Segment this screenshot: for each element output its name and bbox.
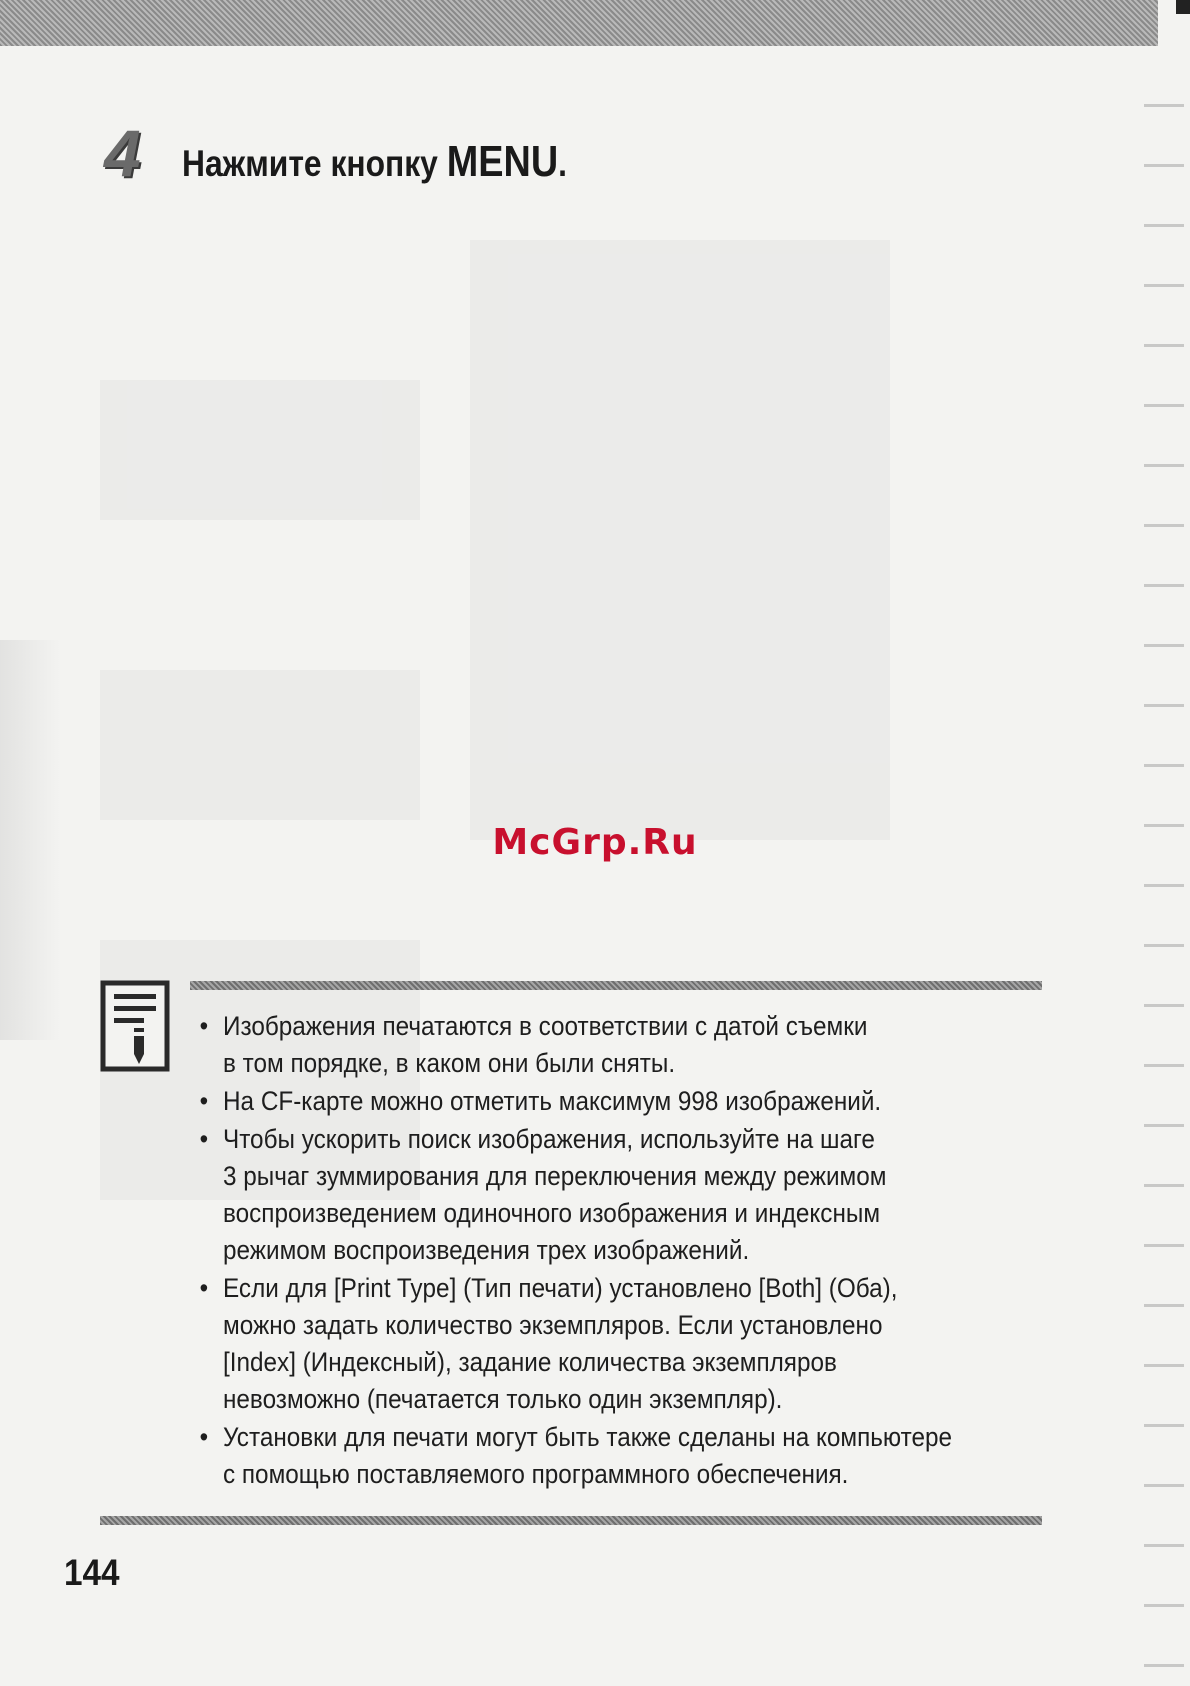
note-line: с помощью поставляемого программного обеспечения.	[223, 1459, 849, 1489]
bullet-icon: •	[199, 1086, 209, 1116]
step-heading-text: Нажмите кнопку	[182, 143, 447, 184]
scan-top-band	[0, 0, 1158, 46]
note-line: невозможно (печатается только один экземпляр).	[223, 1384, 783, 1414]
note-top-rule	[190, 981, 1042, 990]
step-number: 4	[104, 116, 139, 190]
note-line: Если для [Print Type] (Тип печати) установлено [Both] (Оба),	[223, 1273, 898, 1303]
note-line: режимом воспроизведения трех изображений.	[223, 1235, 750, 1265]
note-item	[196, 1121, 1060, 1269]
note-item	[196, 1083, 1060, 1120]
bullet-icon: •	[199, 1422, 209, 1452]
note-line: в том порядке, в каком они были сняты.	[223, 1048, 676, 1078]
note-line: можно задать количество экземпляров. Если установлено	[223, 1310, 883, 1340]
watermark: McGrp.Ru	[492, 822, 698, 863]
note-line: На CF-карте можно отметить максимум 998 изображений.	[223, 1086, 882, 1116]
step-heading	[182, 138, 567, 186]
note-line: [Index] (Индексный), задание количества экземпляров	[223, 1347, 837, 1377]
notes-list	[196, 1008, 1046, 1494]
scan-corner-mark	[1176, 0, 1190, 14]
note-line: воспроизведением одиночного изображения и индексным	[223, 1198, 881, 1228]
page-number: 144	[64, 1552, 120, 1593]
menu-key-label: MENU	[446, 137, 559, 186]
bullet-icon: •	[199, 1011, 209, 1041]
note-line: Установки для печати могут быть также сделаны на компьютере	[223, 1422, 953, 1452]
note-line: Чтобы ускорить поиск изображения, используйте на шаге	[223, 1124, 875, 1154]
note-line: Изображения печатаются в соответствии с датой съемки	[223, 1011, 868, 1041]
bullet-icon: •	[199, 1273, 209, 1303]
note-bottom-rule	[100, 1516, 1042, 1525]
note-item	[196, 1419, 1060, 1493]
step-heading-end: .	[558, 143, 567, 184]
note-item	[196, 1270, 1060, 1418]
bullet-icon: •	[199, 1124, 209, 1154]
note-item	[196, 1008, 1060, 1082]
memo-pencil-icon	[100, 980, 170, 1072]
note-line: 3 рычаг зуммирования для переключения между режимом	[223, 1161, 887, 1191]
